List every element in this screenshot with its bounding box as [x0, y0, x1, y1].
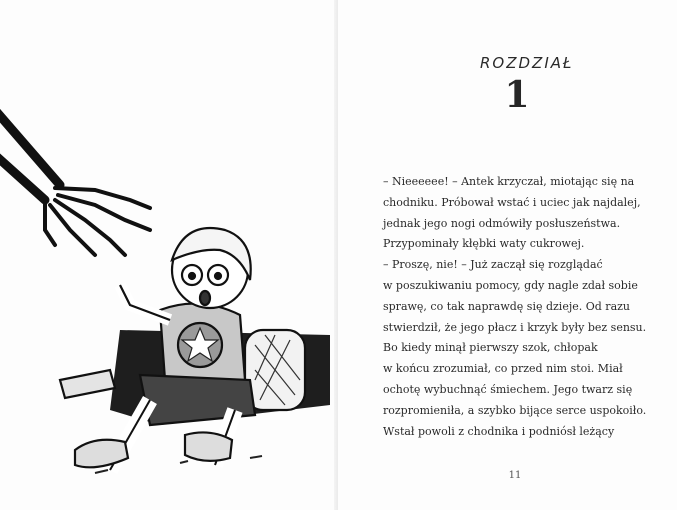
text-line: jednak jego nogi odmówiły posłuszeństwa. [383, 216, 621, 230]
page-number: 11 [508, 470, 522, 481]
skeleton-fingers [45, 188, 150, 255]
text-line: rozpromieniła, a szybko bijące serce uspokoiło. [383, 403, 647, 417]
text-line: sprawę, co tak naprawdę się dzieje. Od razu [383, 299, 631, 313]
text-line: w końcu zrozumiał, co przed nim stoi. Miał [383, 362, 623, 376]
text-line: Przypominały kłębki waty cukrowej. [383, 237, 585, 251]
left-page [0, 0, 338, 510]
boy-skeleton-illustration [0, 80, 338, 480]
text-line: w poszukiwaniu pomocy, gdy nagle zdał sobie [383, 278, 638, 292]
boy-figure [60, 228, 305, 470]
right-shoe [185, 432, 232, 460]
text-line: chodniku. Próbował wstać i uciec jak najdalej, [383, 195, 641, 209]
chapter-number: 1 [504, 74, 530, 116]
text-line: – Proszę, nie! – Już zaczął się rozglądać [383, 258, 603, 272]
text-line: – Nieeeeee! – Antek krzyczał, miotając się na [383, 175, 635, 188]
open-mouth [200, 291, 210, 305]
text-line: Bo kiedy minął pierwszy szok, chłopak [383, 341, 598, 355]
skeleton-arm [0, 110, 60, 200]
chapter-body-text [383, 172, 653, 442]
text-line: stwierdził, że jego płacz i krzyk były bez sensu. [383, 320, 647, 334]
text-line: Wstał powoli z chodnika i podniósł leżący [383, 424, 615, 438]
book [60, 370, 115, 398]
chapter-label: ROZDZIAŁ [480, 54, 574, 72]
text-line: ochotę wybuchnąć śmiechem. Jego twarz się [383, 382, 633, 396]
